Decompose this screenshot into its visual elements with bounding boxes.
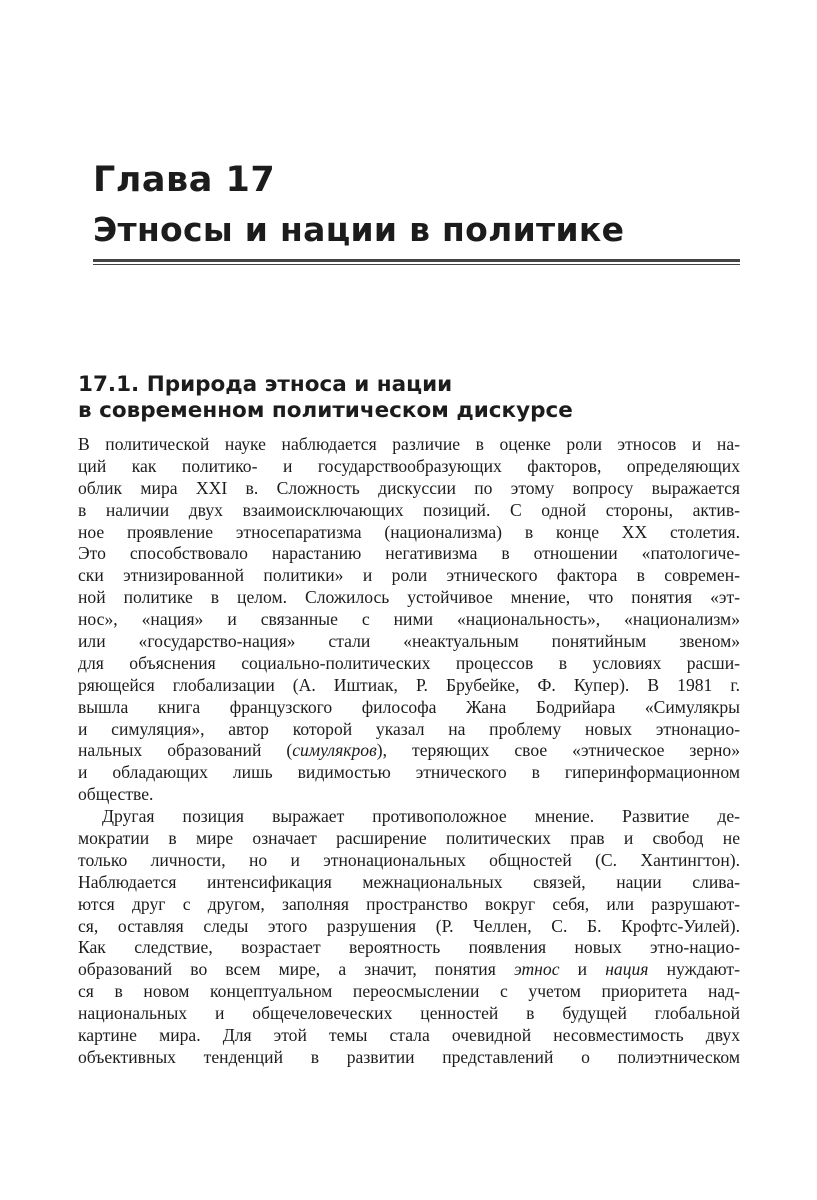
- text-line: только личности, но и этнонациональных общностей (С. Хантингтон).: [78, 849, 740, 870]
- text-fragment: и: [559, 959, 606, 980]
- text-line: Другая позиция выражает противоположное мнение. Развитие де-: [102, 806, 740, 827]
- paragraph-2: [78, 806, 740, 1069]
- italic-term: этнос: [513, 959, 560, 980]
- section-heading: [78, 372, 758, 424]
- body-text: [78, 434, 740, 1069]
- text-line: и обладающих лишь видимостью этнического в гиперинформационном: [78, 762, 740, 783]
- text-line: ной политике в целом. Сложилось устойчивое мнение, что понятия «эт-: [78, 587, 740, 608]
- title-rule-thin: [93, 264, 740, 265]
- text-fragment: нальных образований (: [78, 740, 293, 761]
- text-line: облик мира XXI в. Сложность дискуссии по этому вопросу выражается: [78, 477, 740, 498]
- title-rule-thick: [93, 259, 740, 262]
- text-line: В политической науке наблюдается различие в оценке роли этносов и на-: [78, 434, 740, 454]
- text-line: в наличии двух взаимоисключающих позиций. С одной стороны, актив-: [78, 499, 740, 520]
- text-line: национальных и общечеловеческих ценностей в будущей глобальной: [78, 1003, 740, 1024]
- text-line: [78, 740, 740, 762]
- text-line: ся, оставляя следы этого разрушения (Р. Челлен, С. Б. Крофтс-Уилей).: [78, 915, 740, 936]
- text-line: обществе.: [78, 784, 154, 805]
- paragraph-1: [78, 434, 740, 806]
- text-fragment: образований во всем мире, а значит, понятия: [78, 959, 514, 980]
- text-line: Это способствовало нарастанию негативизма в отношении «патологиче-: [78, 543, 740, 564]
- text-line: картине мира. Для этой темы стала очевидной несовместимость двух: [78, 1025, 740, 1046]
- text-line: и симуляция», автор которой указал на проблему новых этнонацио-: [78, 718, 740, 739]
- text-line: Наблюдается интенсификация межнациональных связей, нации слива-: [78, 871, 740, 892]
- text-line: нос», «нация» и связанные с ними «национальность», «национализм»: [78, 609, 740, 630]
- text-fragment: ), теряющих свое «этническое зерно»: [376, 740, 740, 761]
- text-line: Как следствие, возрастает вероятность появления новых этно-нацио-: [78, 937, 740, 958]
- text-line: ряющейся глобализации (А. Иштиак, Р. Брубейке, Ф. Купер). В 1981 г.: [78, 674, 740, 695]
- section-heading-line: в современном политическом дискурсе: [78, 398, 573, 423]
- text-line: ски этнизированной политики» и роли этнического фактора в современ-: [78, 565, 740, 586]
- text-line: вышла книга французского философа Жана Бодрийара «Симулякры: [78, 696, 740, 717]
- text-line: [78, 959, 740, 981]
- text-line: мократии в мире означает расширение политических прав и свобод не: [78, 828, 740, 849]
- italic-term: симулякров: [292, 740, 377, 761]
- text-fragment: нуждают-: [648, 959, 740, 980]
- text-line: ются друг с другом, заполняя пространство вокруг себя, или разрушают-: [78, 893, 740, 914]
- chapter-label: Глава 17: [93, 160, 276, 200]
- italic-term: нация: [605, 959, 649, 980]
- text-line: ное проявление этносепаратизма (национализма) в конце XX столетия.: [78, 521, 740, 542]
- text-line: ций как политико- и государствообразующих факторов, определяющих: [78, 455, 740, 476]
- chapter-title: Этносы и нации в политике: [93, 210, 625, 249]
- text-line: объективных тенденций в развитии представлений о полиэтническом: [78, 1046, 740, 1067]
- section-heading-line: 17.1. Природа этноса и нации: [78, 372, 453, 397]
- text-line: для объяснения социально-политических процессов в условиях расши-: [78, 652, 740, 673]
- text-line: ся в новом концептуальном переосмыслении с учетом приоритета над-: [78, 981, 740, 1002]
- text-line: или «государство-нация» стали «неактуальным понятийным звеном»: [78, 631, 740, 652]
